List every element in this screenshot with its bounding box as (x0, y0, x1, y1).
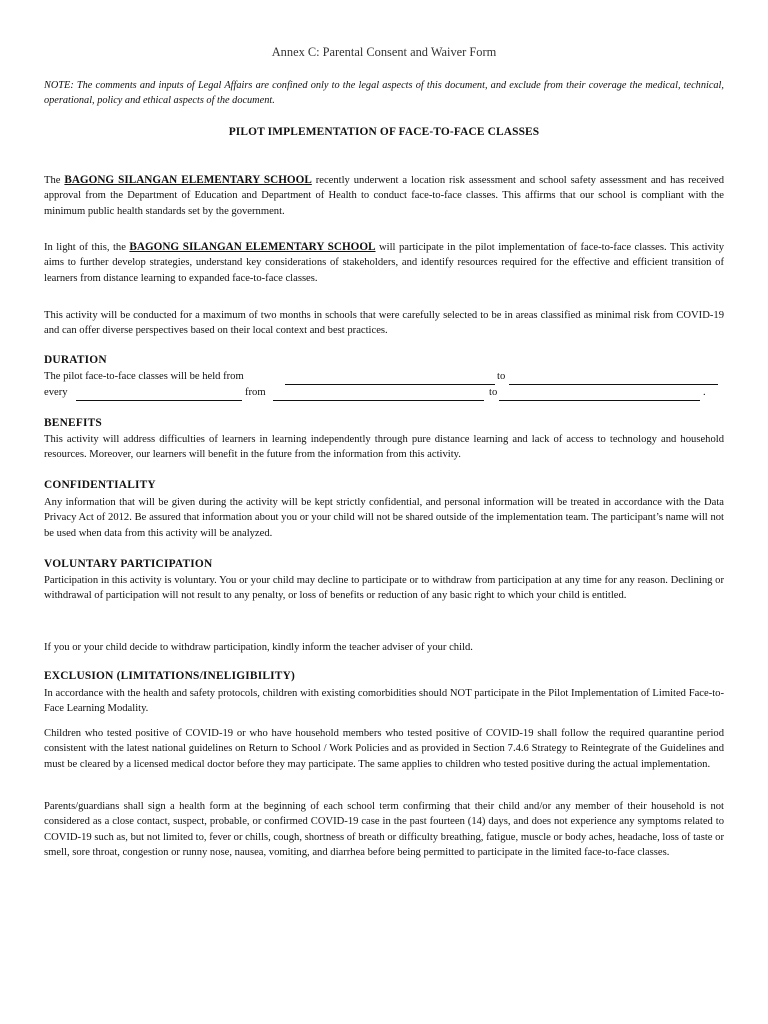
exclusion-heading: EXCLUSION (LIMITATIONS/INELIGIBILITY) (44, 670, 295, 682)
annex-title: Annex C: Parental Consent and Waiver Form (271, 45, 497, 59)
voluntary-text: Participation in this activity is voluntary. You or your child may decline to participate or to withdraw from participation at any time for any reason. Declining or withdrawal of participation will not result to any penalty, or loss of benefits or reduction of any basic right to which your child is entitled. (44, 575, 724, 602)
duration-time-to-field[interactable] (499, 400, 700, 401)
intro-lead-1: The (44, 175, 65, 186)
benefits-heading: BENEFITS (44, 417, 102, 429)
legal-note: NOTE: The comments and inputs of Legal Affairs are confined only to the legal aspects of this document, and exclude from their coverage the medical, technical, operational, policy and ethical aspects of the document. (44, 80, 724, 106)
duration-line2-from: from (245, 387, 266, 398)
intro-paragraph-2 (44, 240, 724, 286)
duration-time-from-field[interactable] (273, 400, 484, 401)
duration-heading: DURATION (44, 354, 107, 366)
benefits-text: This activity will address difficulties of learners in learning independently through pure distance learning and lack of access to technology and household resources. Moreover, our learners will benefit in the future from the information from this activity. (44, 434, 724, 461)
duration-days-field[interactable] (76, 400, 242, 401)
duration-line1-to: to (497, 371, 506, 382)
duration-line2-to: to (489, 387, 498, 398)
confidentiality-text: Any information that will be given during the activity will be kept strictly confidential, and personal information will be treated in accordance with the Data Privacy Act of 2012. Be assured that information about you or your child will not be shared outside of the implementation team. The participant’s name will not be used when data from this activity will be analyzed. (44, 497, 724, 539)
school-name: BAGONG SILANGAN ELEMENTARY SCHOOL (64, 174, 312, 186)
duration-end-date-field[interactable] (509, 384, 718, 385)
exclusion-paragraph-3: Parents/guardians shall sign a health form at the beginning of each school term confirming that their child and/or any member of their household is not considered as a close contact, suspect, probable, or confirmed COVID-19 case in the past fourteen (14) days, and does not experience any symptoms related to COVID-19 such as, but not limited to, fever or chills, cough, shortness of breath or difficulty breathing, fatigue, muscle or body aches, headache, loss of taste or smell, sore throat, congestion or runny nose, nausea, vomiting, and diarrhea before being permitted to participate in the limited face-to-face classes. (44, 801, 724, 858)
form-title: PILOT IMPLEMENTATION OF FACE-TO-FACE CLASSES (228, 126, 540, 138)
exclusion-paragraph-2: Children who tested positive of COVID-19 or who have household members who tested positive of COVID-19 shall follow the required quarantine period consistent with the latest national guidelines on Return to School / Work Policies and as provided in Section 7.4.6 Strategy to Reintegrate of the Guidelines and must be cleared by a licensed medical doctor before they may participate. The same applies to children who tested positive during the actual implementation. (44, 728, 724, 770)
duration-line1-prefix: The pilot face-to-face classes will be held from (44, 371, 244, 382)
confidentiality-heading: CONFIDENTIALITY (44, 479, 156, 491)
duration-line2-end: . (703, 387, 706, 398)
voluntary-withdraw-text: If you or your child decide to withdraw participation, kindly inform the teacher adviser of your child. (44, 642, 473, 653)
duration-start-date-field[interactable] (285, 384, 495, 385)
intro-paragraph-1 (44, 173, 724, 219)
school-name-2: BAGONG SILANGAN ELEMENTARY SCHOOL (129, 241, 376, 253)
voluntary-heading: VOLUNTARY PARTICIPATION (44, 558, 213, 570)
exclusion-paragraph-1: In accordance with the health and safety protocols, children with existing comorbidities should NOT participate in the Pilot Implementation of Limited Face-to-Face Learning Modality. (44, 688, 724, 715)
intro-rest-2: will participate in the pilot implementation of face-to-face classes. This activity aims to further develop strategies, understand key considerations of stakeholders, and identify resources required for the effective and efficient transition of learners from distance learning to expanded face-to-face classes. (44, 242, 725, 284)
intro-paragraph-3: This activity will be conducted for a maximum of two months in schools that were carefully selected to be in areas classified as minimal risk from COVID-19 and can offer diverse perspectives based on their local context and best practices. (44, 310, 724, 337)
intro-lead-2: In light of this, the (44, 242, 130, 253)
duration-line2-every: every (44, 387, 68, 398)
intro-rest-1: recently underwent a location risk assessment and school safety assessment and has received approval from the Department of Education and Department of Health to conduct face-to-face classes. This affirms that our school is compliant with the minimum public health standards set by the government. (44, 175, 724, 217)
